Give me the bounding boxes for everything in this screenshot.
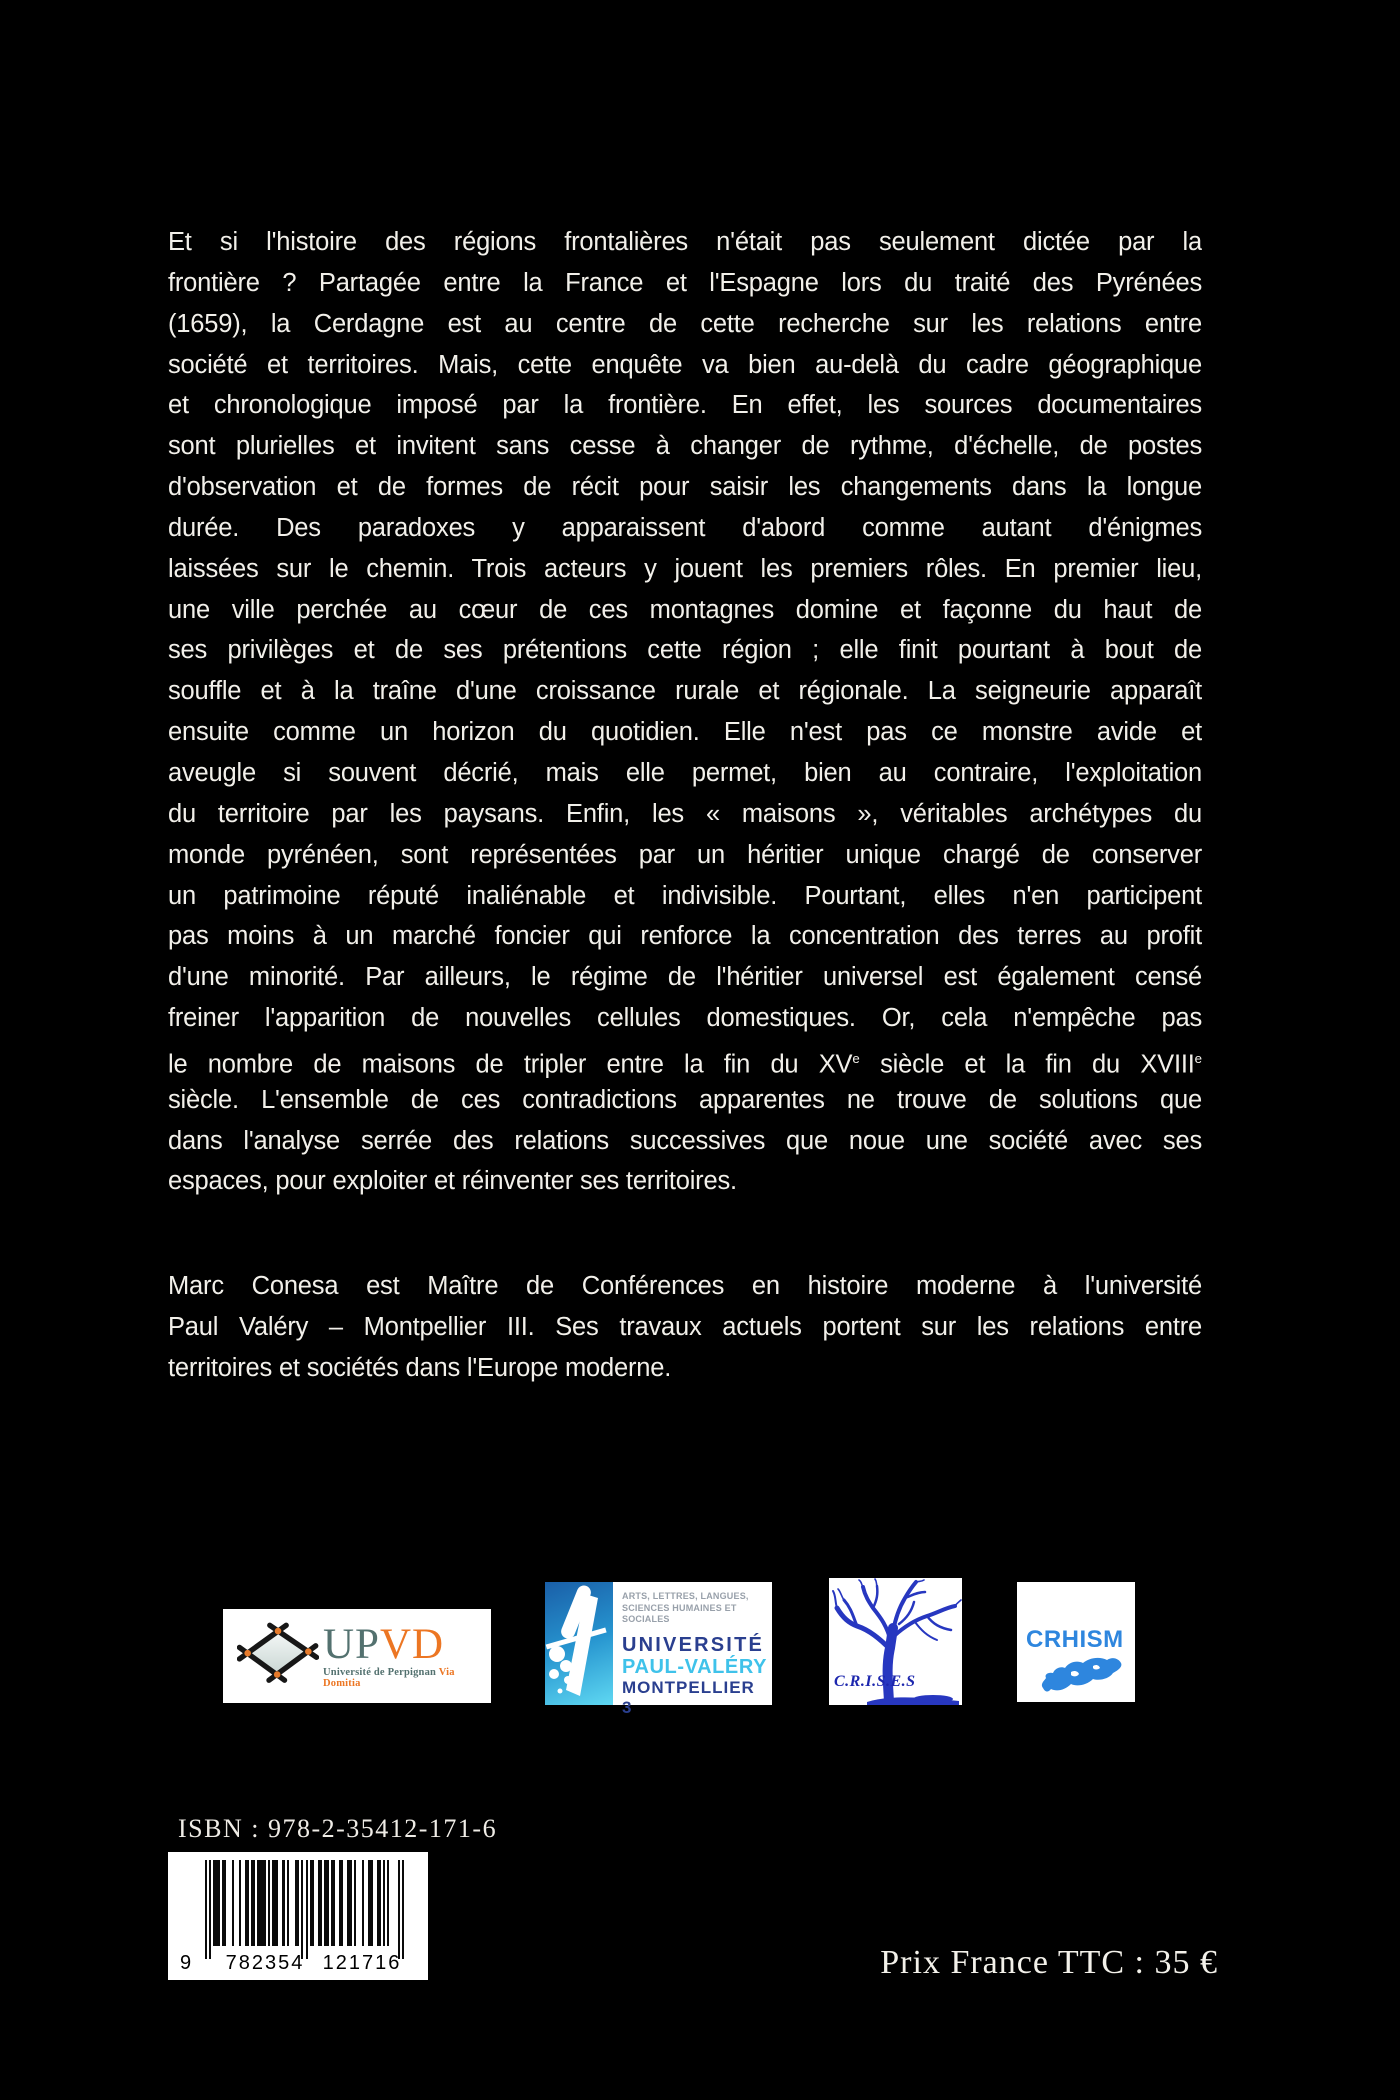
synopsis-line: sont plurielles et invitent sans cesse à changer de rythme, d'échelle, de postes (168, 432, 1202, 461)
synopsis-line: ses privilèges et de ses prétentions cette région ; elle finit pourtant à bout de (168, 636, 1202, 665)
synopsis-line: une ville perchée au cœur de ces montagnes domine et façonne du haut de (168, 595, 1202, 624)
author-bio (168, 1266, 1202, 1389)
upvd-vd: VD (379, 1620, 445, 1668)
century-text: siècle et la fin du XVIII (859, 1050, 1195, 1079)
upvd-subtitle-via: Via Domitia (323, 1666, 455, 1689)
price-label: Prix France TTC : 35 € (880, 1944, 1218, 1981)
synopsis-line: un patrimoine réputé inaliénable et indivisible. Pourtant, elles n'en participent (168, 881, 1202, 910)
upvd-wordmark (323, 1620, 491, 1689)
upvd-subtitle-main: Université de Perpignan (323, 1666, 437, 1678)
upv3-universite: UNIVERSITÉ (622, 1633, 765, 1656)
synopsis-line: dans l'analyse serrée des relations successives que noue une société avec ses (168, 1126, 1202, 1155)
synopsis-line: aveugle si souvent décrié, mais elle permet, bien au contraire, l'exploitation (168, 758, 1202, 787)
synopsis-line: monde pyrénéen, sont représentées par un héritier unique chargé de conserver (168, 840, 1202, 869)
synopsis-line: frontière ? Partagée entre la France et l'Espagne lors du traité des Pyrénées (168, 268, 1202, 297)
century-text: le nombre de maisons de tripler entre la fin du XV (168, 1050, 853, 1079)
synopsis-line: société et territoires. Mais, cette enquête va bien au-delà du cadre géographique (168, 350, 1202, 379)
upv3-text-block (613, 1582, 772, 1717)
synopsis-line: et chronologique imposé par la frontière. En effet, les sources documentaires (168, 391, 1202, 420)
author-line: territoires et sociétés dans l'Europe moderne. (168, 1353, 672, 1382)
crhism-map-icon (1037, 1646, 1123, 1694)
synopsis-line: laissées sur le chemin. Trois acteurs y jouent les premiers rôles. En premier lieu, (168, 554, 1202, 583)
synopsis-line: d'observation et de formes de récit pour saisir les changements dans la longue (168, 473, 1202, 502)
upv3-dept-line: SCIENCES HUMAINES ET (622, 1602, 737, 1613)
ordinal-superscript: e (852, 1050, 860, 1066)
upv3-brush-icon (545, 1582, 613, 1705)
synopsis-line-centuries (168, 1039, 1202, 1080)
synopsis-line: espaces, pour exploiter et réinventer ses territoires. (168, 1167, 737, 1196)
crhism-logo (1017, 1582, 1135, 1702)
synopsis-line: Et si l'histoire des régions frontalières n'était pas seulement dictée par la (168, 228, 1202, 256)
isbn-label: ISBN : 978-2-35412-171-6 (178, 1814, 498, 1843)
barcode-digit-group: 121716 (322, 1952, 402, 1974)
upvd-subtitle (323, 1667, 491, 1689)
author-line: Paul Valéry – Montpellier III. Ses travaux actuels portent sur les relations entre (168, 1312, 1202, 1341)
synopsis-line: souffle et à la traîne d'une croissance rurale et régionale. La seigneurie apparaît (168, 677, 1202, 706)
upv-montpellier3-logo (545, 1582, 772, 1717)
synopsis-line: d'une minorité. Par ailleurs, le régime de l'héritier universel est également censé (168, 963, 1202, 992)
crises-label: C.R.I.S.E.S (834, 1673, 916, 1690)
upv3-dept-line: ARTS, LETTRES, LANGUES, (622, 1591, 749, 1601)
crhism-label: CRHISM (1026, 1626, 1124, 1653)
ordinal-superscript: e (1194, 1050, 1202, 1066)
upv3-dept-line: SOCIALES (622, 1614, 670, 1624)
synopsis-line: (1659), la Cerdagne est au centre de cette recherche sur les relations entre (168, 309, 1202, 338)
upvd-name (323, 1621, 444, 1668)
upvd-diamond-icon (237, 1617, 319, 1696)
synopsis-line: durée. Des paradoxes y apparaissent d'abord comme autant d'énigmes (168, 513, 1202, 542)
synopsis-line: du territoire par les paysans. Enfin, les « maisons », véritables archétypes du (168, 799, 1202, 828)
upvd-logo (223, 1609, 491, 1703)
author-line: Marc Conesa est Maître de Conférences en histoire moderne à l'université (168, 1272, 1202, 1300)
synopsis-line: siècle. L'ensemble de ces contradictions apparentes ne trouve de solutions que (168, 1085, 1202, 1114)
synopsis (168, 222, 1202, 1202)
barcode-digit-group: 9 (180, 1952, 194, 1974)
crises-logo (829, 1578, 962, 1705)
synopsis-line: pas moins à un marché foncier qui renforce la concentration des terres au profit (168, 922, 1202, 951)
synopsis-line: freiner l'apparition de nouvelles cellules domestiques. Or, cela n'empêche pas (168, 1004, 1202, 1033)
upvd-up: UP (323, 1620, 380, 1668)
upv3-paul-valery: PAUL-VALÉRY (622, 1655, 768, 1678)
barcode (168, 1852, 428, 1980)
upv3-montpellier: MONTPELLIER 3 (622, 1677, 755, 1717)
barcode-bars (205, 1860, 404, 1959)
barcode-digit-group: 782354 (225, 1952, 305, 1974)
synopsis-line: ensuite comme un horizon du quotidien. Elle n'est pas ce monstre avide et (168, 718, 1202, 747)
